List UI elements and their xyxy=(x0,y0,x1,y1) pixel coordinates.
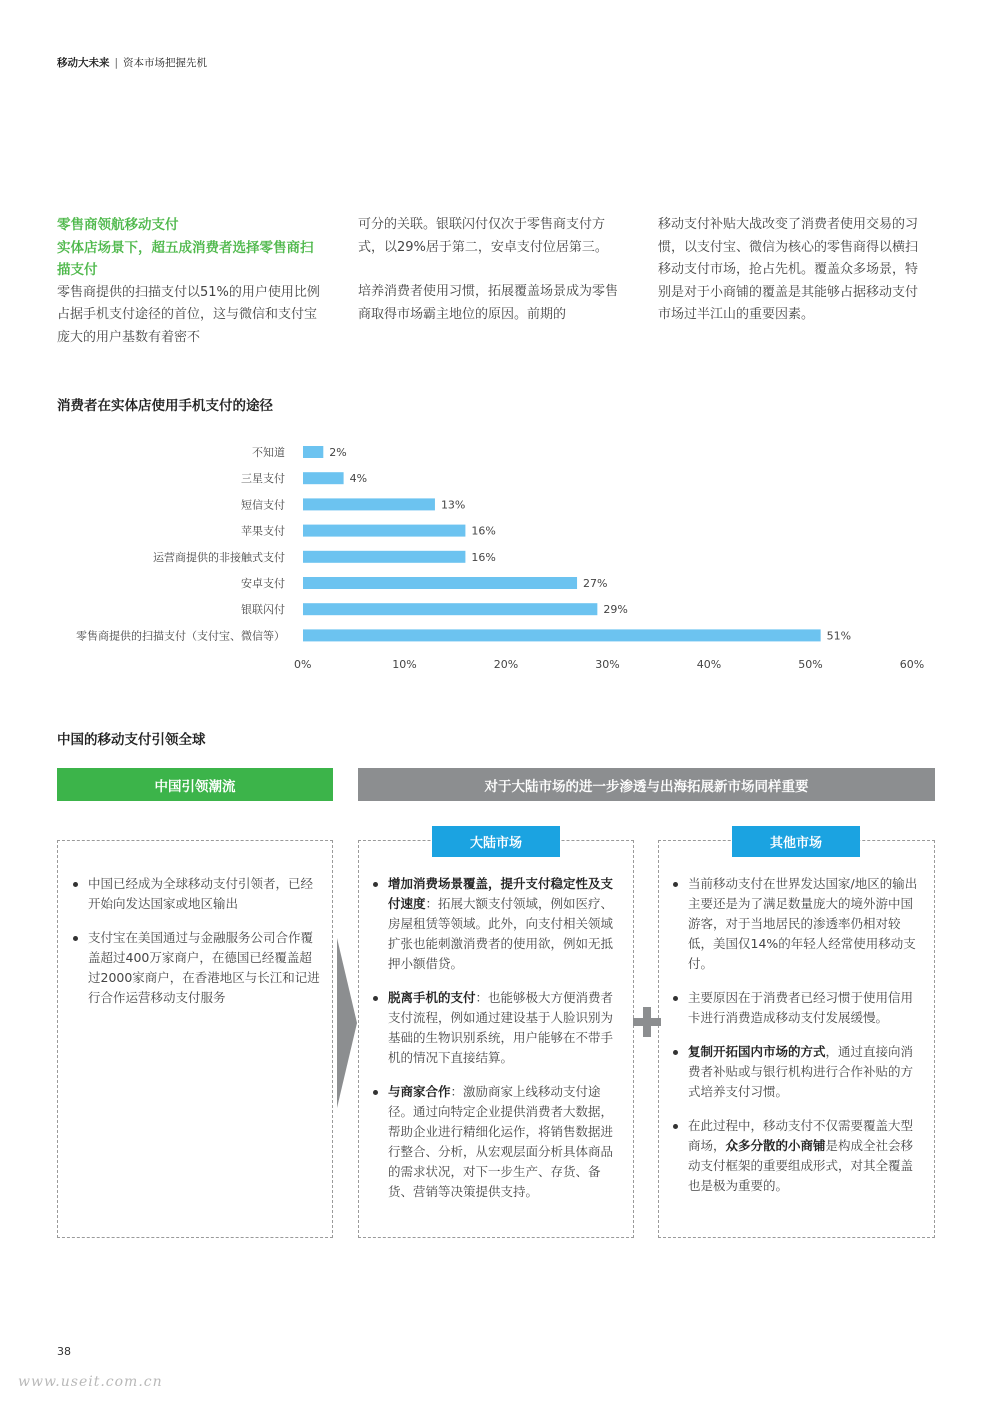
bar xyxy=(303,472,344,484)
category-label: 零售商提供的扫描支付（支付宝、微信等） xyxy=(76,629,285,643)
list-item: 当前移动支付在世界发达国家/地区的输出主要还是为了满足数量庞大的境外游中国游客，对于当地居民的渗透率仍相对较低，美国仅14%的年轻人经常使用移动支付。 xyxy=(671,874,923,974)
list-item xyxy=(371,874,623,974)
value-label: 51% xyxy=(826,629,852,643)
x-tick-label: 40% xyxy=(696,658,722,671)
item-bold: 复制开拓国内市场的方式 xyxy=(688,1044,826,1059)
header-brand: 移动大未来 xyxy=(57,57,110,69)
page-number: 38 xyxy=(57,1345,71,1358)
chart-title: 消费者在实体店使用手机支付的途径 xyxy=(57,398,273,414)
bar xyxy=(303,551,465,563)
intro-column-2 xyxy=(358,214,626,326)
value-label: 13% xyxy=(440,498,466,512)
value-label: 4% xyxy=(349,472,368,486)
bar xyxy=(303,525,465,537)
value-label: 16% xyxy=(471,524,496,538)
item-text: ：激励商家上线移动支付途径。通过向特定企业提供消费者大数据，帮助企业进行精细化运作，将销售数据进行整合、分析，从宏观层面分析具体商品的需求状况，对下一步生产、存货、备货、营销等决策提供支持。 xyxy=(388,1084,614,1199)
value-label: 27% xyxy=(583,577,608,590)
intro-subheading: 实体店场景下，超五成消费者选择零售商扫描支付 xyxy=(57,239,314,278)
x-tick-label: 60% xyxy=(899,658,925,671)
bar xyxy=(303,446,323,458)
item-bold: 脱离手机的支付 xyxy=(388,990,476,1005)
bar xyxy=(303,498,435,510)
intro-column-3 xyxy=(658,214,926,327)
item-bold: 众多分散的小商铺 xyxy=(725,1138,826,1153)
banner-market-expansion: 对于大陆市场的进一步渗透与出海拓展新市场同样重要 xyxy=(358,768,935,801)
x-tick-label: 10% xyxy=(392,658,417,671)
list-item xyxy=(371,1082,623,1202)
plus-icon xyxy=(633,1006,661,1038)
intro-column-1 xyxy=(57,214,325,349)
intro-heading: 零售商领航移动支付 xyxy=(57,217,179,233)
value-label: 2% xyxy=(329,446,347,459)
category-label: 安卓支付 xyxy=(241,577,285,590)
intro-col1-text: 零售商提供的扫描支付以51%的用户使用比例占据手机支付途径的首位，这与微信和支付宝庞大的用户基数有着密不 xyxy=(57,284,320,345)
running-header xyxy=(57,55,207,70)
list-item: 中国已经成为全球移动支付引领者，已经开始向发达国家或地区输出 xyxy=(71,874,323,914)
bar xyxy=(303,577,577,589)
intro-col3-text: 移动支付补贴大战改变了消费者使用交易的习惯，以支付宝、微信为核心的零售商得以横扫移动支付市场，抢占先机。覆盖众多场景，特别是对于小商铺的覆盖是其能够占据移动支付市场过半江山的重要因素。 xyxy=(658,217,919,322)
x-tick-label: 20% xyxy=(493,658,519,671)
item-text: 是构成全社会移动支付框架的重要组成形式，对其全覆盖也是极为重要的。 xyxy=(688,1138,914,1193)
category-label: 运营商提供的非接触式支付 xyxy=(153,550,285,564)
list-item xyxy=(671,1042,923,1102)
bar-chart xyxy=(0,438,992,678)
header-subtitle: 资本市场把握先机 xyxy=(123,57,208,69)
bar xyxy=(303,603,597,615)
section-title: 中国的移动支付引领全球 xyxy=(57,732,206,748)
watermark: www.useit.com.cn xyxy=(18,1374,163,1390)
intro-col2-para2: 培养消费者使用习惯，拓展覆盖场景成为零售商取得市场霸主地位的原因。前期的 xyxy=(358,284,619,322)
category-label: 苹果支付 xyxy=(241,524,285,538)
bar xyxy=(303,629,821,641)
category-label: 三星支付 xyxy=(241,472,285,486)
x-tick-label: 50% xyxy=(798,658,823,671)
tab-mainland-market: 大陆市场 xyxy=(432,826,560,857)
list-item: 支付宝在美国通过与金融服务公司合作覆盖超过400万家商户，在德国已经覆盖超过2000家商户，在香港地区与长江和记进行合作运营移动支付服务 xyxy=(71,928,323,1008)
x-tick-label: 0% xyxy=(294,658,312,671)
chevron-right-icon xyxy=(336,938,358,1108)
mid-bullet-list xyxy=(371,874,623,1216)
banner-china-leads: 中国引领潮流 xyxy=(57,768,333,801)
list-item: 主要原因在于消费者已经习惯于使用信用卡进行消费造成移动支付发展缓慢。 xyxy=(671,988,923,1028)
x-tick-label: 30% xyxy=(595,658,620,671)
list-item xyxy=(671,1116,923,1196)
item-text: ：拓展大额支付领域，例如医疗、房屋租赁等领域。此外，向支付相关领域扩张也能刺激消费者的使用欲，例如无抵押小额借贷。 xyxy=(388,896,614,971)
category-label: 不知道 xyxy=(252,446,285,459)
item-text: ，通过直接向消费者补贴或与银行机构进行合作补贴的方式培养支付习惯。 xyxy=(688,1044,914,1099)
list-item xyxy=(371,988,623,1068)
right-bullet-list xyxy=(671,874,923,1210)
tab-other-market: 其他市场 xyxy=(732,826,860,857)
item-text: 在此过程中，移动支付不仅需要覆盖大型商场， xyxy=(688,1118,914,1153)
item-bold: 与商家合作 xyxy=(388,1084,451,1099)
value-label: 29% xyxy=(603,603,628,617)
item-text: ：也能够极大方便消费者支付流程，例如通过建设基于人脸识别为基础的生物识别系统，用户能够在不带手机的情况下直接结算。 xyxy=(388,990,614,1065)
item-bold: 增加消费场景覆盖，提升支付稳定性及支付速度 xyxy=(388,876,614,911)
left-bullet-list xyxy=(71,874,323,1022)
intro-col2-para1: 可分的关联。银联闪付仅次于零售商支付方式，以29%居于第二，安卓支付位居第三。 xyxy=(358,217,608,255)
category-label: 短信支付 xyxy=(241,498,285,512)
category-label: 银联闪付 xyxy=(241,603,285,617)
header-separator: | xyxy=(114,57,119,69)
value-label: 16% xyxy=(471,550,496,564)
